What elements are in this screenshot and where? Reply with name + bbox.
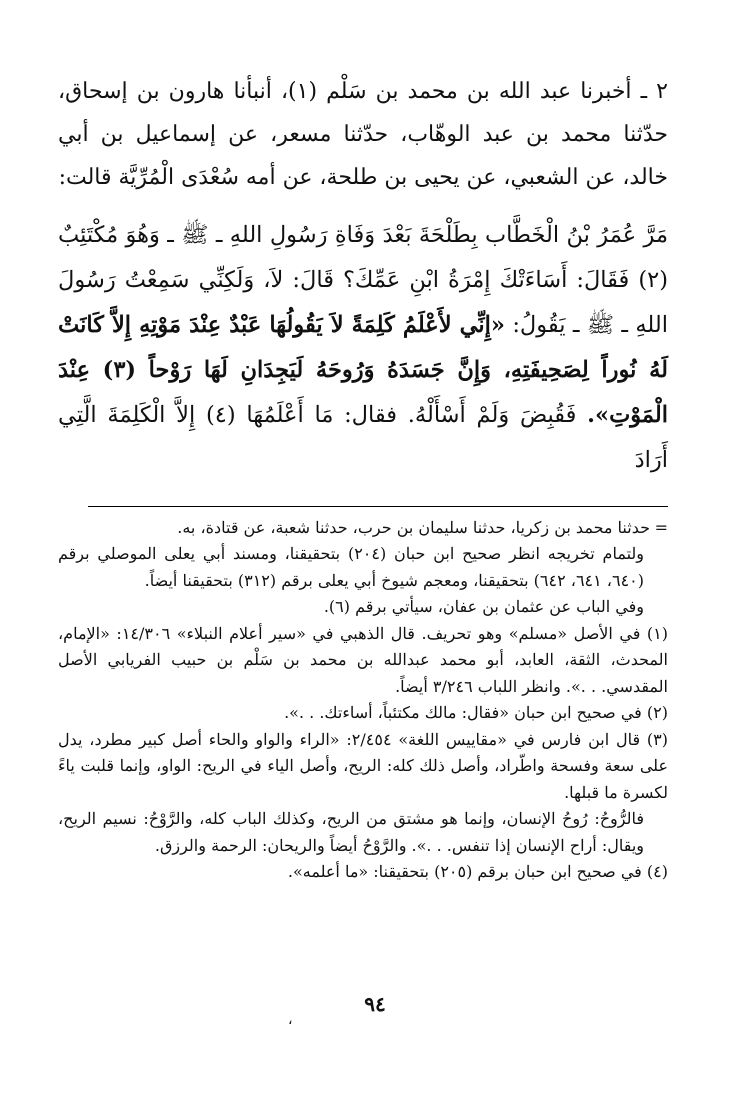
footnote-3-continued: فالرُّوحُ: رُوحُ الإنسان، وإنما هو مشتق من الريح، وكذلك الباب كله، والرَّوْحُ: نسيم الريح، ويقال: أراح الإنسان إذا تنفس. . .». والرَّوْحُ أيضاً والريحان: الرحمة والرزق.: [58, 809, 644, 855]
page-body: [58, 70, 668, 886]
footnote-3: (٣) قال ابن فارس في «مقاييس اللغة» ٢/٤٥٤: «الراء والواو والحاء أصل كبير مطرد، يدل على سعة وفسحة واطّراد، وأصل ذلك كله: الريح، وأصل الياء في الريح: الواو، وإنما قلبت ياءً لكسرة ما قبلها.: [58, 729, 669, 802]
footnote-separator: [88, 506, 668, 507]
footnote-bab: وفي الباب عن عثمان بن عفان، سيأتي برقم (٦).: [323, 597, 644, 616]
hadith-paragraph: [58, 213, 668, 483]
footnote-2: (٢) في صحيح ابن حبان «فقال: مالك مكتئباً، أساءتك. . .».: [284, 703, 668, 722]
page-number: ٩٤: [364, 992, 386, 1016]
continuation-marker: =: [654, 517, 668, 537]
hadith-text: «إِنِّي لأَعْلَمُ كَلِمَةً لاَ يَقُولُهَا عَبْدٌ عِنْدَ مَوْتِهِ إِلاَّ كَانَتْ لَهُ نُوراً لِصَحِيفَتِهِ، وَإِنَّ جَسَدَهُ وَرُوحَهُ لَيَجِدَانِ لَهَا رَوْحاً (٣) عِنْدَ الْمَوْتِ».: [58, 312, 668, 428]
narrative-text: مَرَّ عُمَرُ بْنُ الْخَطَّاب بِطَلْحَةَ بَعْدَ وَفَاةِ رَسُولِ اللهِ ـ ﷺ ـ وَهُوَ مُكْتَئِبٌ (٢) فَقَالَ: أَسَاءَتْكَ إِمْرَةُ ابْنِ عَمِّكَ؟ قَالَ: لاَ، وَلَكِنِّي سَمِعْتُ رَسُولَ اللهِ ـ ﷺ ـ يَقُولُ:: [58, 222, 668, 338]
footnote-takhrij: ولتمام تخريجه انظر صحيح ابن حبان (٢٠٤) بتحقيقنا، ومسند أبي يعلى الموصلي برقم (٦٤٠، ٦٤١، ٦٤٢) بتحقيقنا، ومعجم شيوخ أبي يعلى برقم (٣١٢) بتحقيقنا أيضاً.: [58, 544, 644, 590]
footnote-4: (٤) في صحيح ابن حبان برقم (٢٠٥) بتحقيقنا: «ما أعلمه».: [287, 862, 668, 881]
footnote-1: (١) في الأصل «مسلم» وهو تحريف. قال الذهبي في «سير أعلام النبلاء» ١٤/٣٠٦: «الإمام، المحدث، الثقة، العابد، أبو محمد عبدالله بن محمد بن سَلْم بن حبيب الفريابي الأصل المقدسي. . .». وانظر اللباب ٣/٢٤٦ أيضاً.: [58, 623, 669, 696]
bottom-mark: ،: [288, 1012, 293, 1028]
narrative-ending: فَقُبِضَ وَلَمْ أَسْأَلْهُ. فقال: مَا أَعْلَمُهَا (٤) إِلاَّ الْكَلِمَةَ الَّتِي أَرَادَ: [58, 402, 668, 473]
footnotes: [58, 515, 668, 886]
isnad-paragraph: ٢ ـ أخبرنا عبد الله بن محمد بن سَلْم (١)، أنبأنا هارون بن إسحاق، حدّثنا محمد بن عبد الوهّاب، حدّثنا مسعر، عن إسماعيل بن أبي خالد، عن الشعبي، عن يحيى بن طلحة، عن أمه سُعْدَى الْمُرِّيَّة قالت:: [58, 79, 668, 190]
footnote-continued: =حدثنا محمد بن زكريا، حدثنا سليمان بن حرب، حدثنا شعبة، عن قتادة، به.: [58, 515, 668, 542]
